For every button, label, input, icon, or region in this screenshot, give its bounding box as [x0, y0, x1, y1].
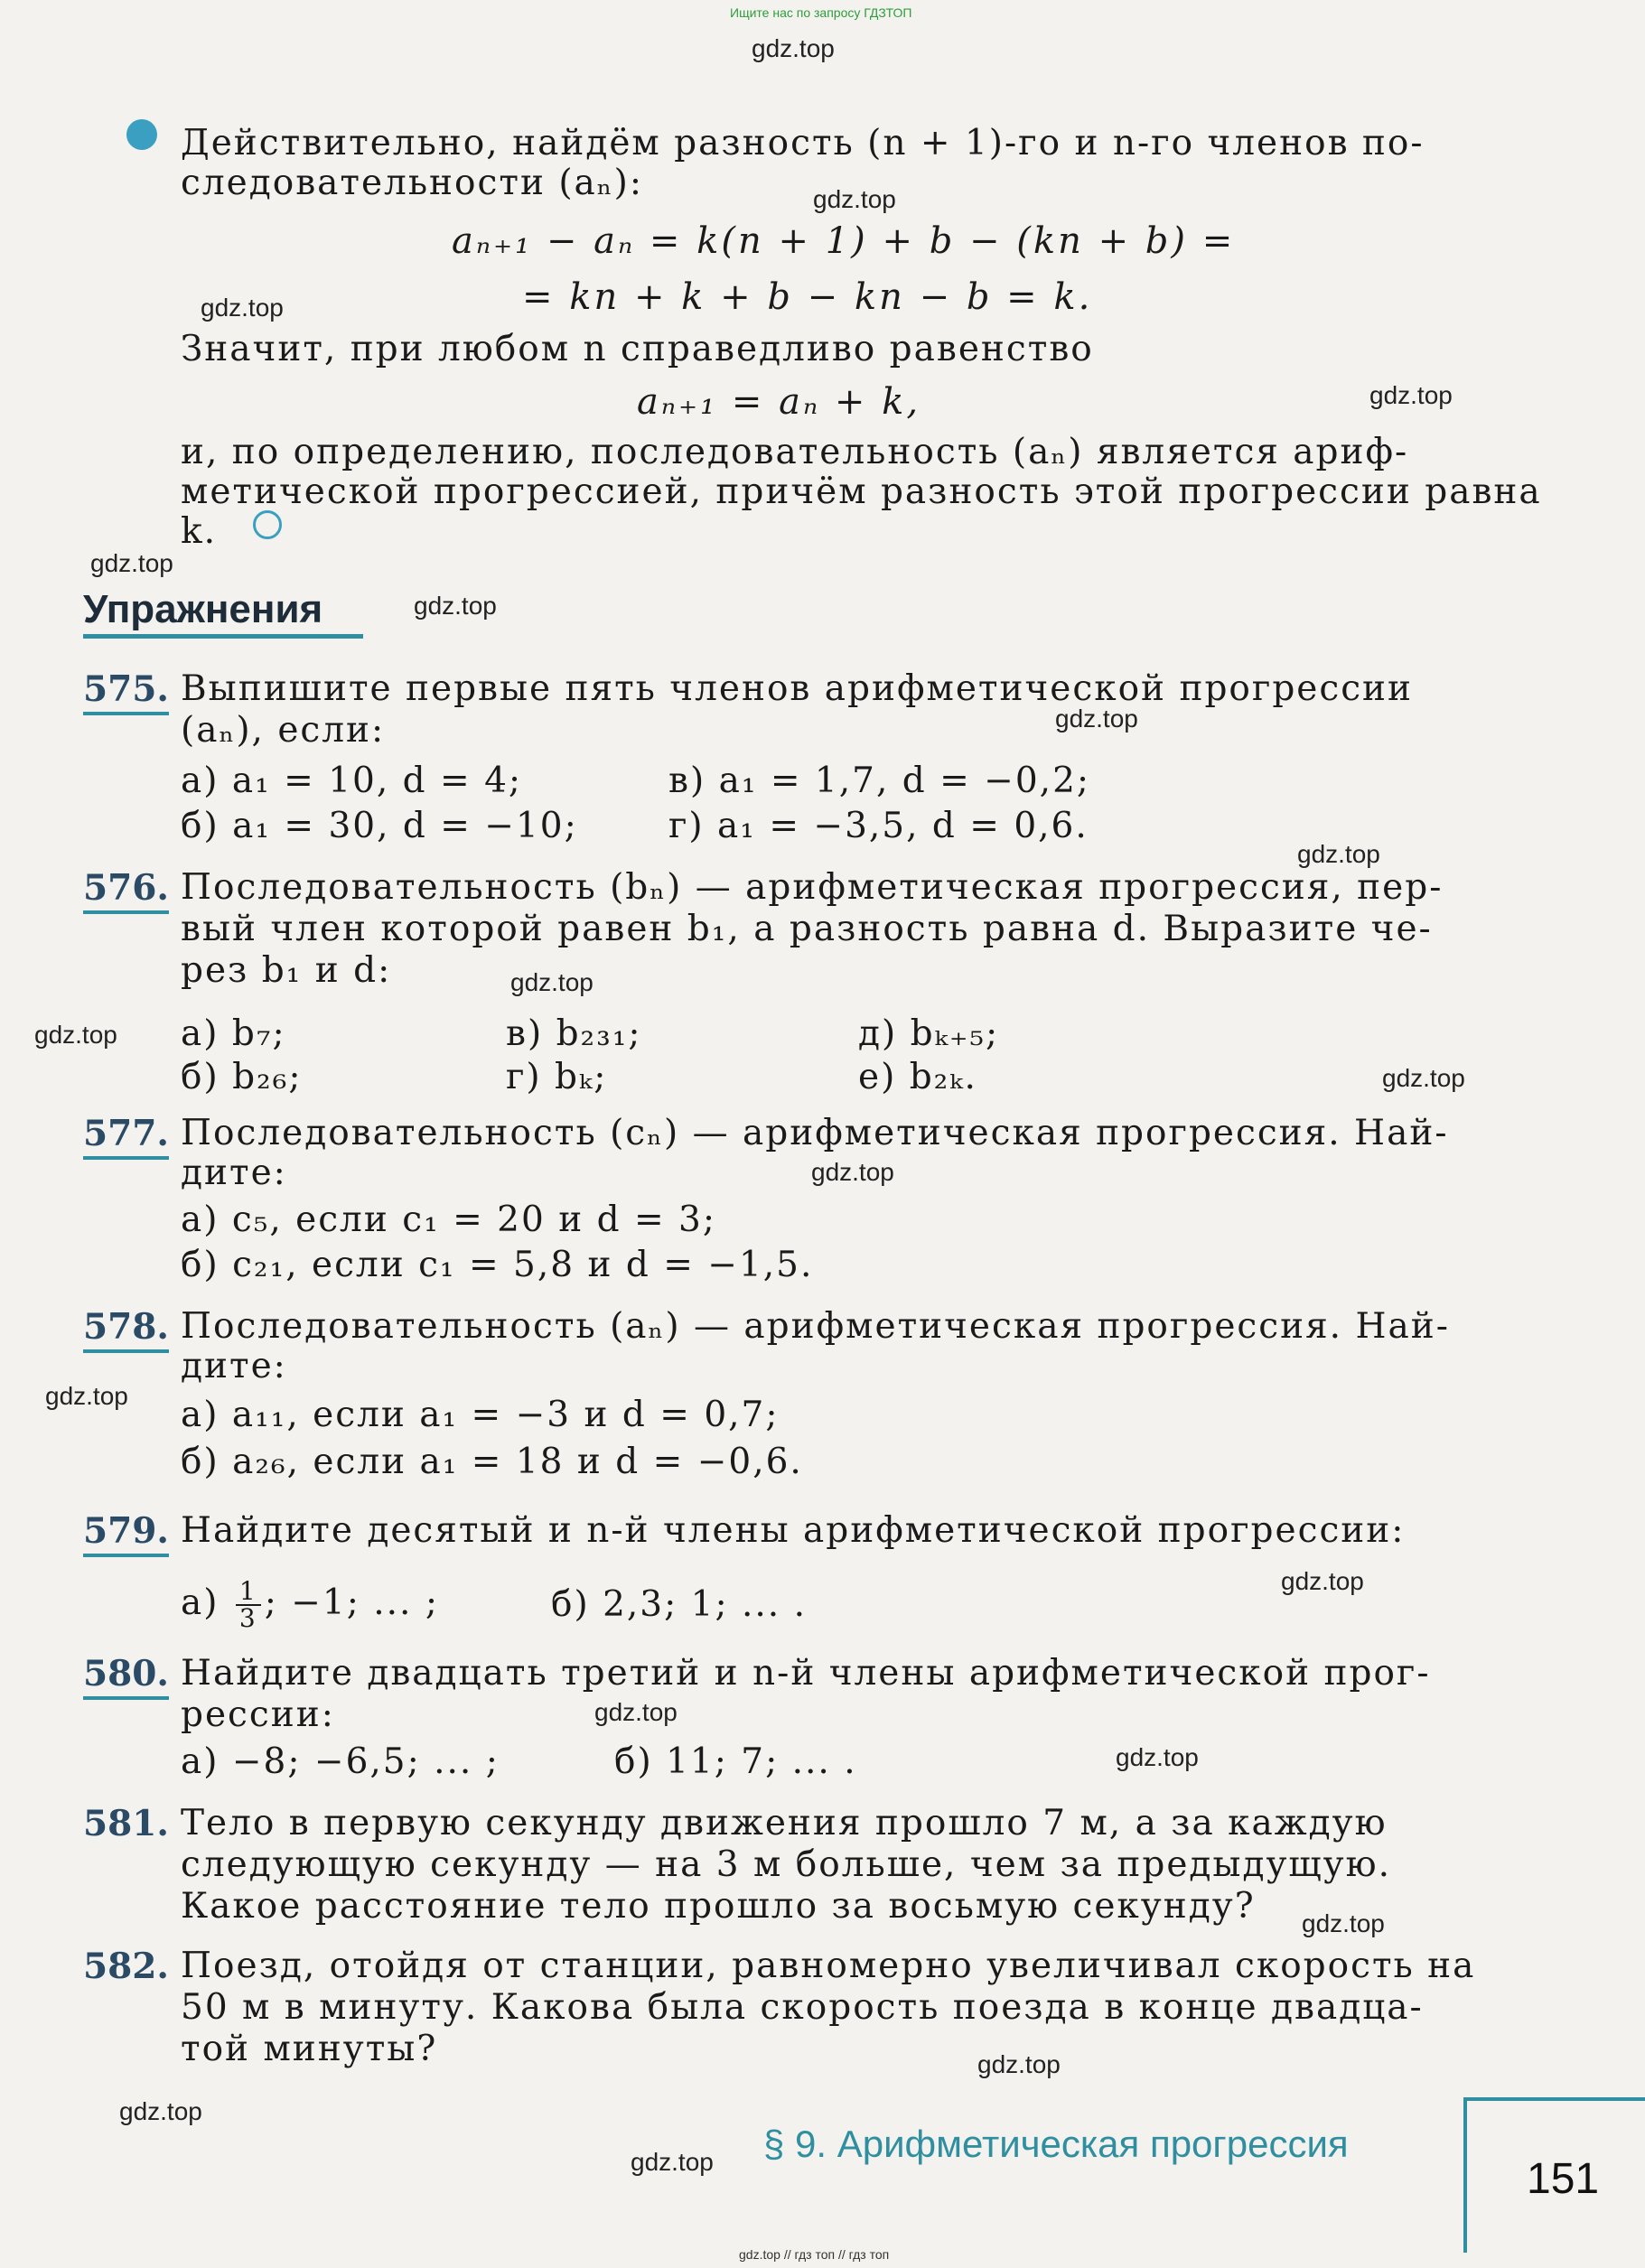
- exercise-item: в) a₁ = 1,7, d = −0,2;: [668, 761, 1091, 801]
- exercise-number: 576.: [83, 867, 169, 909]
- exercise-item: б) b₂₆;: [181, 1057, 303, 1097]
- exercise-text: Выпишите первые пять членов арифметической прогрессии: [181, 668, 1414, 709]
- exercise-text: той минуты?: [181, 2029, 438, 2069]
- exercise-item: в) b₂₃₁;: [506, 1013, 642, 1054]
- exercise-item: б) a₁ = 30, d = −10;: [181, 806, 578, 846]
- watermark: gdz.top: [752, 34, 835, 62]
- exercise-item: б) a₂₆, если a₁ = 18 и d = −0,6.: [181, 1442, 803, 1482]
- intro-line: и, по определению, последовательность (aₙ) является ариф-: [181, 432, 1409, 472]
- exercise-text: вый член которой равен b₁, а разность равна d. Выразите че-: [181, 909, 1433, 949]
- exercise-item: г) bₖ;: [506, 1057, 608, 1097]
- section-heading: Упражнения: [83, 587, 323, 631]
- watermark: gdz.top: [813, 185, 896, 213]
- watermark: gdz.top: [1297, 840, 1380, 868]
- exercise-item: б) 2,3; 1; ... .: [551, 1584, 807, 1625]
- exercise-text: Найдите двадцать третий и n-й члены арифметической прог-: [181, 1653, 1431, 1694]
- bottom-link[interactable]: gdz.top // гдз топ // гдз топ: [739, 2247, 890, 2262]
- exercise-text: дите:: [181, 1153, 287, 1193]
- watermark: gdz.top: [1281, 1567, 1364, 1595]
- page-number: 151: [1527, 2155, 1600, 2203]
- exercise-number: 579.: [83, 1510, 169, 1552]
- exercise-item: а) b₇;: [181, 1013, 286, 1054]
- watermark: gdz.top: [1382, 1064, 1465, 1092]
- proof-start-bullet-icon: [126, 119, 157, 150]
- exercise-text: дите:: [181, 1346, 287, 1386]
- watermark: gdz.top: [119, 2097, 202, 2125]
- exercise-item-a: а) $\frac{1}{3}$ ; −1; ... ;: [181, 1576, 439, 1633]
- exercise-text: Последовательность (bₙ) — арифметическая прогрессия, пер-: [181, 867, 1444, 908]
- watermark: gdz.top: [201, 294, 284, 322]
- exercise-text: (aₙ), если:: [181, 710, 386, 751]
- exercise-text: рессии:: [181, 1694, 335, 1735]
- exercise-number: 582.: [83, 1946, 169, 1987]
- exercise-number: 578.: [83, 1306, 169, 1348]
- watermark: gdz.top: [1302, 1909, 1385, 1937]
- heading-underline: [83, 634, 363, 639]
- watermark: gdz.top: [811, 1158, 894, 1186]
- exercise-text: Тело в первую секунду движения прошло 7 м, а за каждую: [181, 1803, 1388, 1843]
- exercise-item: д) bₖ₊₅;: [858, 1013, 1000, 1054]
- watermark: gdz.top: [594, 1698, 678, 1726]
- top-link[interactable]: Ищите нас по запросу ГДЗТОП: [730, 5, 912, 20]
- equation: = kn + k + b − kn − b = k.: [522, 276, 1093, 318]
- exercise-text: Последовательность (aₙ) — арифметическая прогрессия. Най-: [181, 1306, 1450, 1347]
- intro-line: Значит, при любом n справедливо равенство: [181, 329, 1094, 369]
- exercise-item: б) c₂₁, если c₁ = 5,8 и d = −1,5.: [181, 1245, 814, 1285]
- exercise-text: Найдите десятый и n-й члены арифметической прогрессии:: [181, 1510, 1406, 1551]
- exercise-text: Последовательность (cₙ) — арифметическая прогрессия. Най-: [181, 1113, 1449, 1153]
- exercise-text: рез b₁ и d:: [181, 950, 392, 991]
- exercise-item: б) 11; 7; ... .: [614, 1741, 857, 1782]
- watermark: gdz.top: [1116, 1743, 1199, 1771]
- exercise-number: 577.: [83, 1113, 169, 1154]
- exercise-text: Поезд, отойдя от станции, равномерно увеличивал скорость на: [181, 1946, 1476, 1986]
- intro-line: k.: [181, 511, 218, 552]
- watermark: gdz.top: [631, 2148, 714, 2176]
- section-footer-title: § 9. Арифметическая прогрессия: [763, 2123, 1349, 2165]
- watermark: gdz.top: [977, 2050, 1061, 2078]
- exercise-item: а) a₁₁, если a₁ = −3 и d = 0,7;: [181, 1395, 780, 1435]
- equation: aₙ₊₁ − aₙ = k(n + 1) + b − (kn + b) =: [452, 220, 1236, 262]
- proof-end-ring-icon: [253, 510, 282, 539]
- watermark: gdz.top: [45, 1382, 128, 1410]
- equation: aₙ₊₁ = aₙ + k,: [637, 381, 921, 423]
- exercise-number: 575.: [83, 668, 169, 710]
- exercise-item: г) a₁ = −3,5, d = 0,6.: [668, 806, 1089, 846]
- intro-line: Действительно, найдём разность (n + 1)-го и n-го членов по-: [181, 123, 1425, 163]
- intro-line: следовательности (aₙ):: [181, 163, 644, 203]
- exercise-item: а) −8; −6,5; ... ;: [181, 1741, 500, 1782]
- intro-line: метической прогрессией, причём разность этой прогрессии равна: [181, 471, 1542, 512]
- exercise-text: Какое расстояние тело прошло за восьмую секунду?: [181, 1886, 1256, 1927]
- watermark: gdz.top: [90, 549, 173, 577]
- fraction: $\frac{1}{3}$: [236, 1579, 261, 1631]
- exercise-item: а) a₁ = 10, d = 4;: [181, 761, 523, 801]
- exercise-number: 580.: [83, 1653, 169, 1694]
- watermark: gdz.top: [1055, 705, 1138, 733]
- watermark: gdz.top: [1369, 381, 1453, 409]
- exercise-item: е) b₂ₖ.: [858, 1057, 977, 1097]
- exercise-text: следующую секунду — на 3 м больше, чем за предыдущую.: [181, 1844, 1391, 1885]
- exercise-number: 581.: [83, 1803, 169, 1844]
- watermark: gdz.top: [34, 1021, 117, 1049]
- exercise-item: а) c₅, если c₁ = 20 и d = 3;: [181, 1199, 716, 1240]
- exercise-text: 50 м в минуту. Какова была скорость поезда в конце двадца-: [181, 1987, 1424, 2028]
- watermark: gdz.top: [414, 592, 497, 620]
- watermark: gdz.top: [510, 968, 594, 996]
